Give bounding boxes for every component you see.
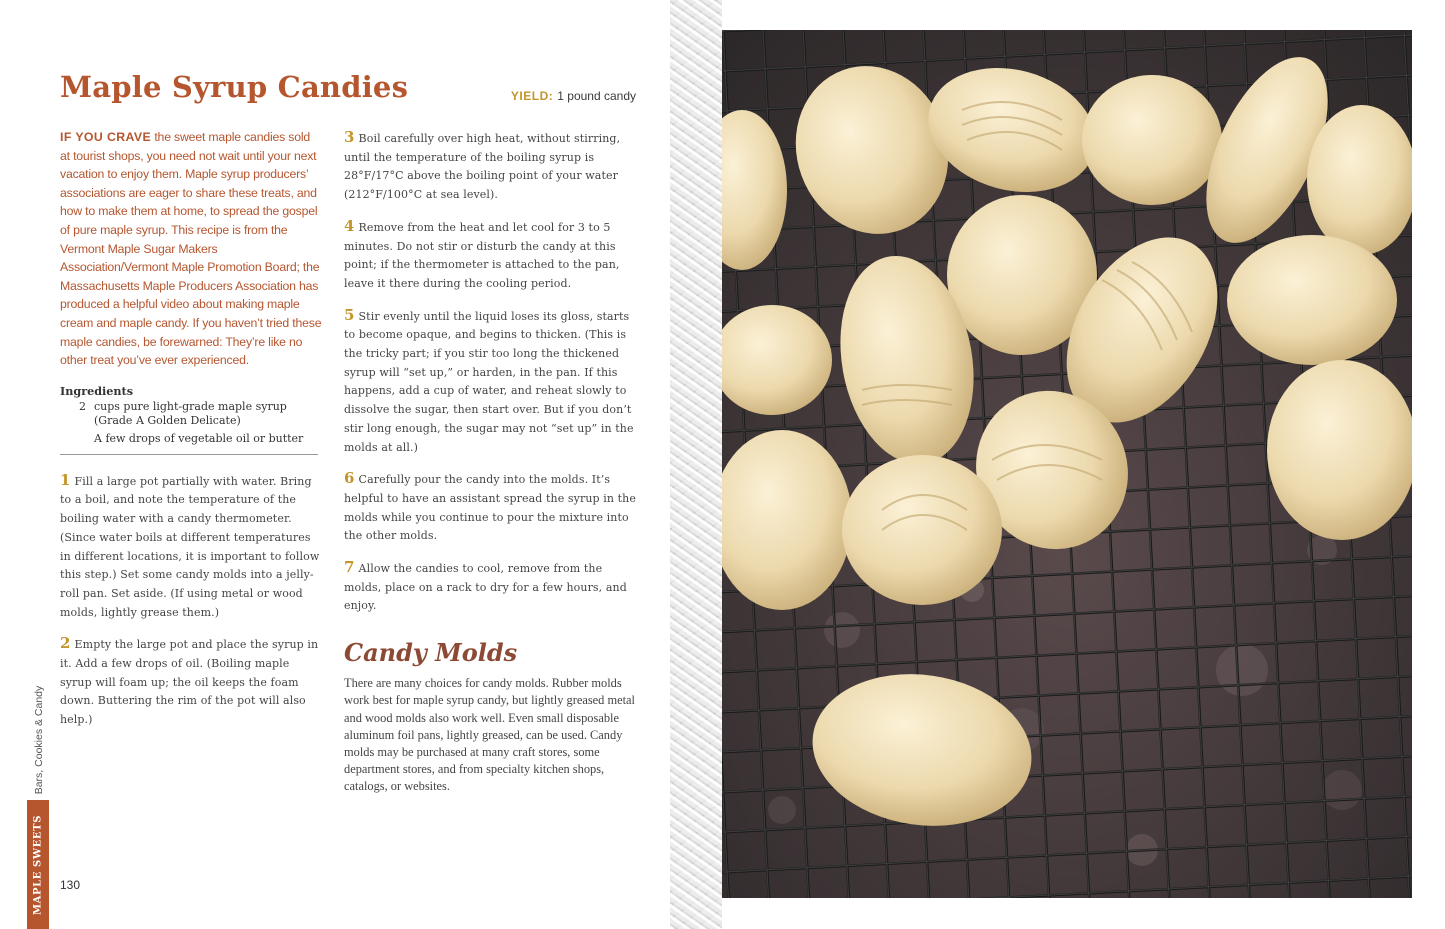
step-6 — [344, 469, 639, 546]
intro-lead: IF YOU CRAVE — [60, 130, 152, 144]
step-number: 6 — [344, 469, 355, 488]
step-3 — [344, 128, 639, 205]
recipe-yield — [511, 89, 636, 103]
step-text: Remove from the heat and let cool for 3 to 5 minutes. Do not stir or disturb the candy at this point; if the thermometer is attached to the pan, leave it there during the cooling period. — [344, 220, 620, 290]
step-7 — [344, 558, 639, 616]
divider — [60, 454, 318, 455]
left-page — [0, 0, 670, 929]
right-column — [344, 128, 639, 796]
ingredient-desc: cups pure light-grade maple syrup (Grade A Golden Delicate) — [94, 399, 287, 427]
step-number: 4 — [344, 216, 355, 235]
step-text: Empty the large pot and place the syrup in it. Add a few drops of oil. (Boiling maple syrup will foam up; the oil keeps the foam down. Buttering the rim of the pot will also help.) — [60, 638, 319, 727]
step-number: 3 — [344, 128, 355, 146]
intro-text: the sweet maple candies sold at tourist shops, you need not wait until your next vacation to enjoy them. Maple syrup producers’ associations are eager to share these treats, and how to make them at home, to spread the gospel of pure maple syrup. This recipe is from the Vermont Maple Sugar Makers Association/Vermont Maple Promotion Board; the Massachusetts Maple Producers Association has produced a helpful video about making maple cream and maple candy. If you haven’t tried these maple candies, be forewarned: They’re like no other treat you’ve ever experienced. — [60, 130, 322, 368]
step-4 — [344, 217, 639, 294]
step-text: Boil carefully over high heat, without stirring, until the temperature of the boiling syrup is 28°F/17°C above the boiling point of your water (212°F/100°C at sea level). — [344, 132, 621, 202]
step-number: 2 — [60, 634, 71, 653]
step-1 — [60, 471, 322, 623]
page-number: 130 — [60, 878, 81, 892]
yield-value: 1 pound candy — [557, 89, 636, 103]
step-number: 5 — [344, 305, 355, 324]
ingredients-heading: Ingredients — [60, 383, 133, 398]
ingredients-list — [60, 400, 322, 446]
ingredient-item — [60, 432, 322, 446]
ingredient-item — [60, 400, 322, 428]
sidebar-text: There are many choices for candy molds. Rubber molds work best for maple syrup candy, but lightly greased metal and wood molds also work well. Even small disposable aluminum foil pans, lightly greased, can be used. Candy molds may be purchased at many craft stores, some department stores, and from specialty kitchen shops, catalogs, or websites. — [344, 676, 635, 794]
ingredient-qty — [60, 432, 94, 446]
step-text: Carefully pour the candy into the molds. It’s helpful to have an assistant spread the syrup in the molds while you continue to pour the mixture into the other molds. — [344, 473, 636, 543]
step-number: 7 — [344, 558, 355, 577]
section-label — [28, 686, 50, 794]
photo-illustration — [722, 30, 1412, 898]
recipe-intro — [60, 128, 322, 370]
left-column — [60, 128, 322, 742]
recipe-title: Maple Syrup Candies — [60, 70, 409, 104]
step-text: Allow the candies to cool, remove from the molds, place on a rack to dry for a few hours, and enjoy. — [344, 562, 627, 613]
maple-candy-photo — [722, 30, 1412, 898]
ingredient-qty: 2 — [79, 399, 86, 413]
step-text: Fill a large pot partially with water. Bring to a boil, and note the temperature of the boiling water with a candy thermometer. (Since water boils at different temperatures in different locations, it is important to follow this step.) Set some candy molds into a jelly-roll pan. Set aside. (If using metal or wood molds, lightly grease them.) — [60, 474, 320, 619]
right-page — [722, 0, 1445, 929]
section-label-text: Bars, Cookies & Candy — [33, 685, 45, 795]
chapter-tab-text: MAPLE SWEETS — [32, 814, 44, 915]
book-gutter — [670, 0, 722, 929]
step-text: Stir evenly until the liquid loses its gloss, starts to become opaque, and begins to thicken. (This is the tricky part; if you stir too long the thickened syrup will “set up,” or harden, in the pan. If this happens, add a cup of water, and reheat slowly to dissolve the sugar, then start over. But if you don’t stir long enough, the sugar may not “set up” in the molds at all.) — [344, 309, 634, 454]
yield-label: YIELD: — [510, 89, 554, 103]
step-5 — [344, 306, 639, 458]
sidebar-heading: Candy Molds — [344, 638, 518, 668]
step-2 — [60, 634, 322, 730]
chapter-tab — [27, 800, 49, 929]
ingredient-desc: A few drops of vegetable oil or butter — [94, 431, 304, 445]
step-number: 1 — [60, 470, 71, 489]
